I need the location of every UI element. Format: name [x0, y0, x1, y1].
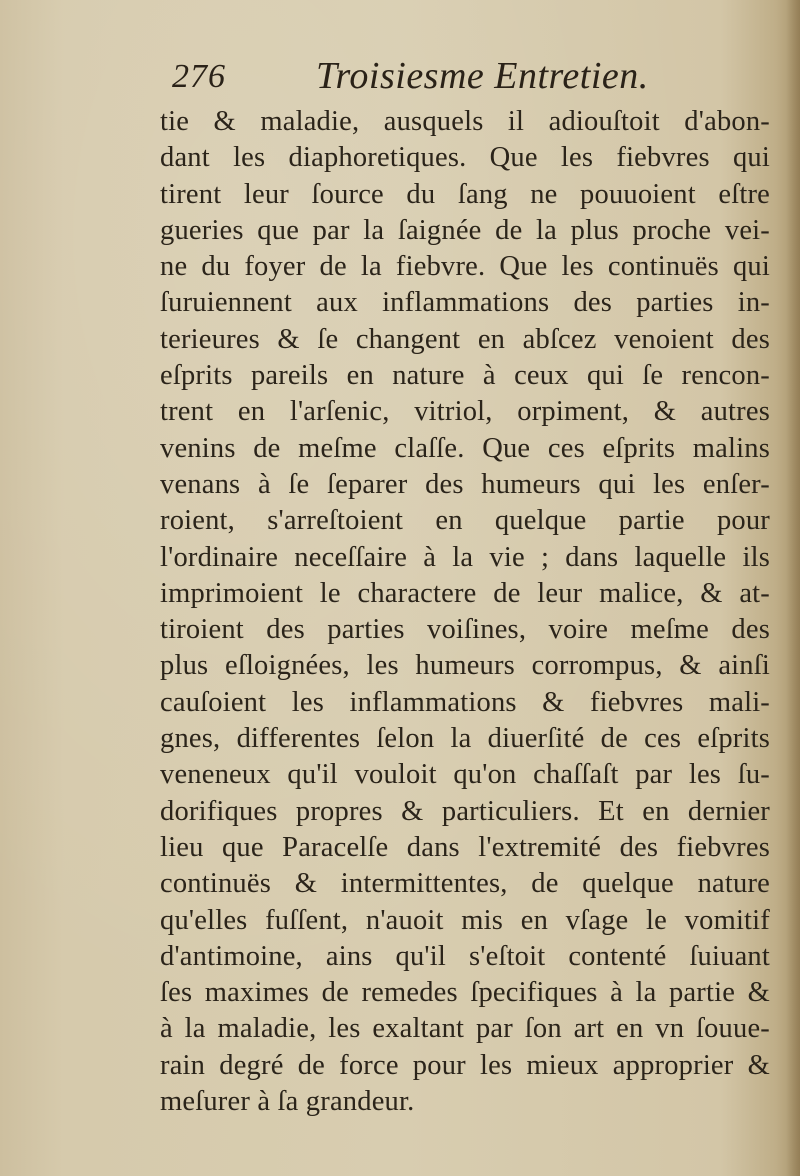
text-line: gnes, differentes ſelon la diuerſité de ces eſprits: [160, 723, 770, 755]
text-line: gueries que par la ſaignée de la plus proche vei-: [160, 214, 770, 246]
text-line: ſuruiennent aux inflammations des parties in-: [160, 287, 770, 319]
text-line: l'ordinaire neceſſaire à la vie ; dans laquelle ils: [160, 541, 770, 573]
text-line: qu'elles fuſſent, n'auoit mis en vſage le vomitif: [160, 904, 770, 936]
text-line: trent en l'arſenic, vitriol, orpiment, & autres: [160, 396, 770, 428]
text-line: eſprits pareils en nature à ceux qui ſe rencon-: [160, 360, 770, 392]
text-line: meſurer à ſa grandeur.: [160, 1086, 415, 1118]
text-line: venins de meſme claſſe. Que ces eſprits malins: [160, 432, 770, 464]
text-line: rain degré de force pour les mieux approprier &: [160, 1049, 770, 1081]
body-text: [160, 104, 770, 1120]
text-line: tiroient des parties voiſines, voire meſme des: [160, 614, 770, 646]
text-line: terieures & ſe changent en abſcez venoient des: [160, 323, 770, 355]
text-line: tirent leur ſource du ſang ne pouuoient eſtre: [160, 178, 770, 210]
text-line: venans à ſe ſeparer des humeurs qui les enſer-: [160, 468, 770, 500]
text-line: d'antimoine, ains qu'il s'eſtoit contenté ſuiuant: [160, 940, 770, 972]
text-line: dorifiques propres & particuliers. Et en dernier: [160, 795, 770, 827]
running-title: Troisiesme Entretien.: [316, 55, 649, 97]
text-line: plus eſloignées, les humeurs corrompus, & ainſi: [160, 650, 770, 682]
text-line: ne du foyer de la fiebvre. Que les continuës qui: [160, 251, 770, 283]
text-line: tie & maladie, ausquels il adiouſtoit d'abon-: [160, 106, 770, 137]
text-line: roient, s'arreſtoient en quelque partie pour: [160, 505, 770, 537]
text-line: imprimoient le charactere de leur malice, & at-: [160, 577, 770, 609]
text-line: lieu que Paracelſe dans l'extremité des fiebvres: [160, 831, 770, 863]
text-line: à la maladie, les exaltant par ſon art en vn ſouue-: [160, 1013, 770, 1045]
running-head: [172, 52, 692, 102]
text-line: cauſoient les inflammations & fiebvres mali-: [160, 686, 770, 718]
text-line: veneneux qu'il vouloit qu'on chaſſaſt par les ſu-: [160, 759, 770, 791]
text-line: dant les diaphoretiques. Que les fiebvres qui: [160, 142, 770, 174]
page-number: 276: [172, 58, 226, 95]
text-line: ſes maximes de remedes ſpecifiques à la partie &: [160, 977, 770, 1009]
text-line: continuës & intermittentes, de quelque nature: [160, 868, 770, 900]
